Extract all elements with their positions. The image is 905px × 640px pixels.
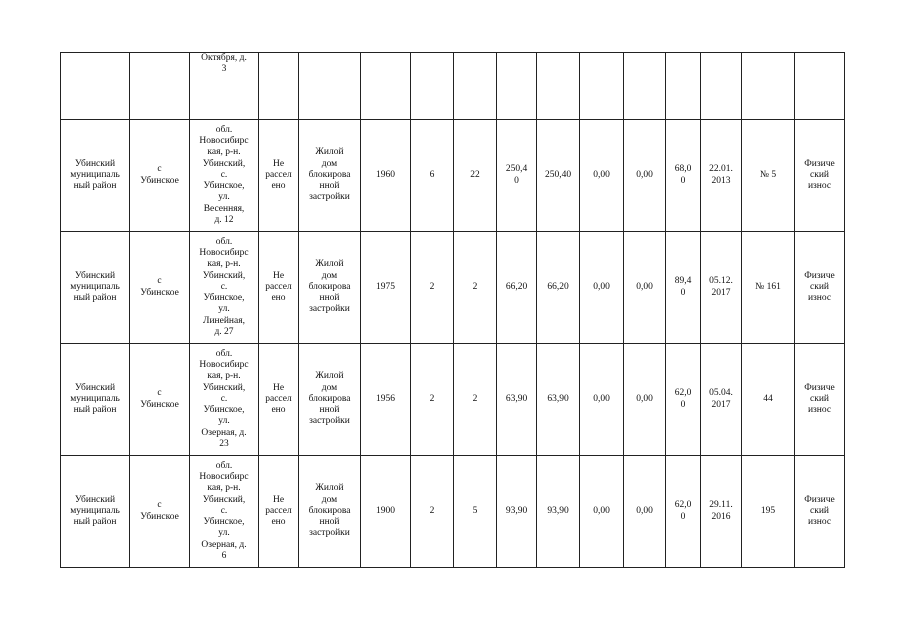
cell-year [361,344,411,456]
cell-date [701,456,742,568]
val1-text: 0,00 [593,505,610,516]
year-text: 1975 [376,281,395,292]
district-text: Убинский муниципаль ный район [70,270,120,304]
cell-district [61,456,130,568]
date-text: 22.01. 2013 [709,164,733,186]
area-residential-text: 63,90 [547,393,569,404]
cell-doc-number [742,344,795,456]
cell-year [361,232,411,344]
year-text: 1960 [376,169,395,180]
residents-text: 22 [470,169,480,180]
val2-text: 0,00 [636,505,653,516]
cell-resettlement [259,232,299,344]
cell-wear [666,456,701,568]
cell-val1 [580,232,624,344]
cell-wear [666,120,701,232]
doc-number-text: 195 [760,505,776,516]
resettlement-text: Не рассел ено [265,382,292,416]
date-text: 05.04. 2017 [709,388,733,410]
area-total-text: 250,4 0 [505,164,528,186]
wear-text: 62,0 0 [674,388,692,410]
cell-empty [497,53,537,120]
cell-date [701,120,742,232]
wear-text: 62,0 0 [674,500,692,522]
cell-resettlement [259,456,299,568]
cell-empty [580,53,624,120]
year-text: 1956 [376,393,395,404]
year-text: 1900 [376,505,395,516]
settlement-text: с Убинское [140,500,179,522]
wear-text: 68,0 0 [674,164,692,186]
table-row [61,456,845,568]
cell-district [61,232,130,344]
cell-doc-number [742,232,795,344]
cell-residents [454,120,497,232]
cell-wear [666,344,701,456]
cell-empty [61,53,130,120]
cell-apartments [411,344,454,456]
reason-text: Физиче ский износ [804,494,835,528]
cell-date [701,232,742,344]
val1-text: 0,00 [593,393,610,404]
housing-table [60,52,845,568]
cell-year [361,456,411,568]
residents-text: 2 [472,393,478,404]
doc-number-text: № 161 [755,281,781,292]
cell-settlement [130,344,190,456]
apartments-text: 6 [429,169,435,180]
cell-address [190,120,259,232]
area-residential-text: 250,40 [544,169,572,180]
table-row [61,120,845,232]
apartments-text: 2 [429,505,435,516]
address-text: обл. Новосибирс кая, р-н. Убинский, с. Убинское, ул. Линейная, д. 27 [199,236,249,338]
cell-val1 [580,344,624,456]
cell-empty [130,53,190,120]
cell-date [701,344,742,456]
cell-year [361,120,411,232]
area-residential-text: 66,20 [547,281,569,292]
cell-address [190,344,259,456]
cell-wear [666,232,701,344]
settlement-text: с Убинское [140,388,179,410]
district-text: Убинский муниципаль ный район [70,158,120,192]
val1-text: 0,00 [593,169,610,180]
cell-settlement [130,232,190,344]
cell-val2 [624,344,666,456]
cell-empty [666,53,701,120]
val2-text: 0,00 [636,393,653,404]
cell-empty [701,53,742,120]
address-text: обл. Новосибирс кая, р-н. Убинский, с. Убинское, ул. Весенняя, д. 12 [199,124,249,226]
type-text: Жилой дом блокирова нной застройки [308,259,351,315]
cell-empty [742,53,795,120]
cell-empty [795,53,845,120]
cell-type [299,456,361,568]
settlement-text: с Убинское [140,276,179,298]
cell-apartments [411,232,454,344]
area-total-text: 66,20 [505,281,528,292]
cell-type [299,120,361,232]
cell-val1 [580,120,624,232]
cell-district [61,344,130,456]
area-total-text: 93,90 [505,505,528,516]
reason-text: Физиче ский износ [804,382,835,416]
district-text: Убинский муниципаль ный район [70,494,120,528]
doc-number-text: № 5 [759,169,777,180]
cell-empty [411,53,454,120]
cell-address [190,53,259,120]
cell-address [190,232,259,344]
reason-text: Физиче ский износ [804,270,835,304]
cell-area-residential [537,232,580,344]
resettlement-text: Не рассел ено [265,494,292,528]
resettlement-text: Не рассел ено [265,158,292,192]
wear-text: 89,4 0 [674,276,692,298]
settlement-text: с Убинское [140,164,179,186]
cell-val2 [624,232,666,344]
table-row [61,232,845,344]
cell-resettlement [259,120,299,232]
cell-area-total [497,456,537,568]
val2-text: 0,00 [636,169,653,180]
val1-text: 0,00 [593,281,610,292]
type-text: Жилой дом блокирова нной застройки [308,371,351,427]
cell-empty [624,53,666,120]
cell-val2 [624,456,666,568]
cell-residents [454,344,497,456]
cell-address [190,456,259,568]
residents-text: 2 [472,281,478,292]
apartments-text: 2 [429,281,435,292]
cell-district [61,120,130,232]
address-text: Октября, д. 3 [201,53,247,75]
type-text: Жилой дом блокирова нной застройки [308,147,351,203]
cell-val2 [624,120,666,232]
cell-resettlement [259,344,299,456]
address-text: обл. Новосибирс кая, р-н. Убинский, с. Убинское, ул. Озерная, д. 6 [199,460,249,562]
cell-empty [537,53,580,120]
cell-apartments [411,456,454,568]
cell-reason [795,456,845,568]
residents-text: 5 [472,505,478,516]
cell-empty [454,53,497,120]
table-row [61,344,845,456]
district-text: Убинский муниципаль ный район [70,382,120,416]
cell-settlement [130,120,190,232]
table-row-continuation [61,53,845,120]
cell-area-residential [537,456,580,568]
cell-area-total [497,120,537,232]
cell-reason [795,120,845,232]
resettlement-text: Не рассел ено [265,270,292,304]
cell-empty [299,53,361,120]
area-residential-text: 93,90 [547,505,569,516]
date-text: 29.11. 2016 [709,500,733,522]
cell-val1 [580,456,624,568]
cell-doc-number [742,120,795,232]
doc-number-text: 44 [763,393,773,404]
cell-reason [795,344,845,456]
cell-area-residential [537,120,580,232]
cell-residents [454,232,497,344]
reason-text: Физиче ский износ [804,158,835,192]
cell-area-total [497,344,537,456]
date-text: 05.12. 2017 [709,276,733,298]
area-total-text: 63,90 [505,393,528,404]
cell-type [299,232,361,344]
cell-settlement [130,456,190,568]
cell-area-total [497,232,537,344]
cell-empty [361,53,411,120]
type-text: Жилой дом блокирова нной застройки [308,483,351,539]
address-text: обл. Новосибирс кая, р-н. Убинский, с. Убинское, ул. Озерная, д. 23 [199,348,249,450]
cell-apartments [411,120,454,232]
apartments-text: 2 [429,393,435,404]
val2-text: 0,00 [636,281,653,292]
cell-residents [454,456,497,568]
cell-reason [795,232,845,344]
cell-type [299,344,361,456]
cell-doc-number [742,456,795,568]
cell-area-residential [537,344,580,456]
cell-empty [259,53,299,120]
